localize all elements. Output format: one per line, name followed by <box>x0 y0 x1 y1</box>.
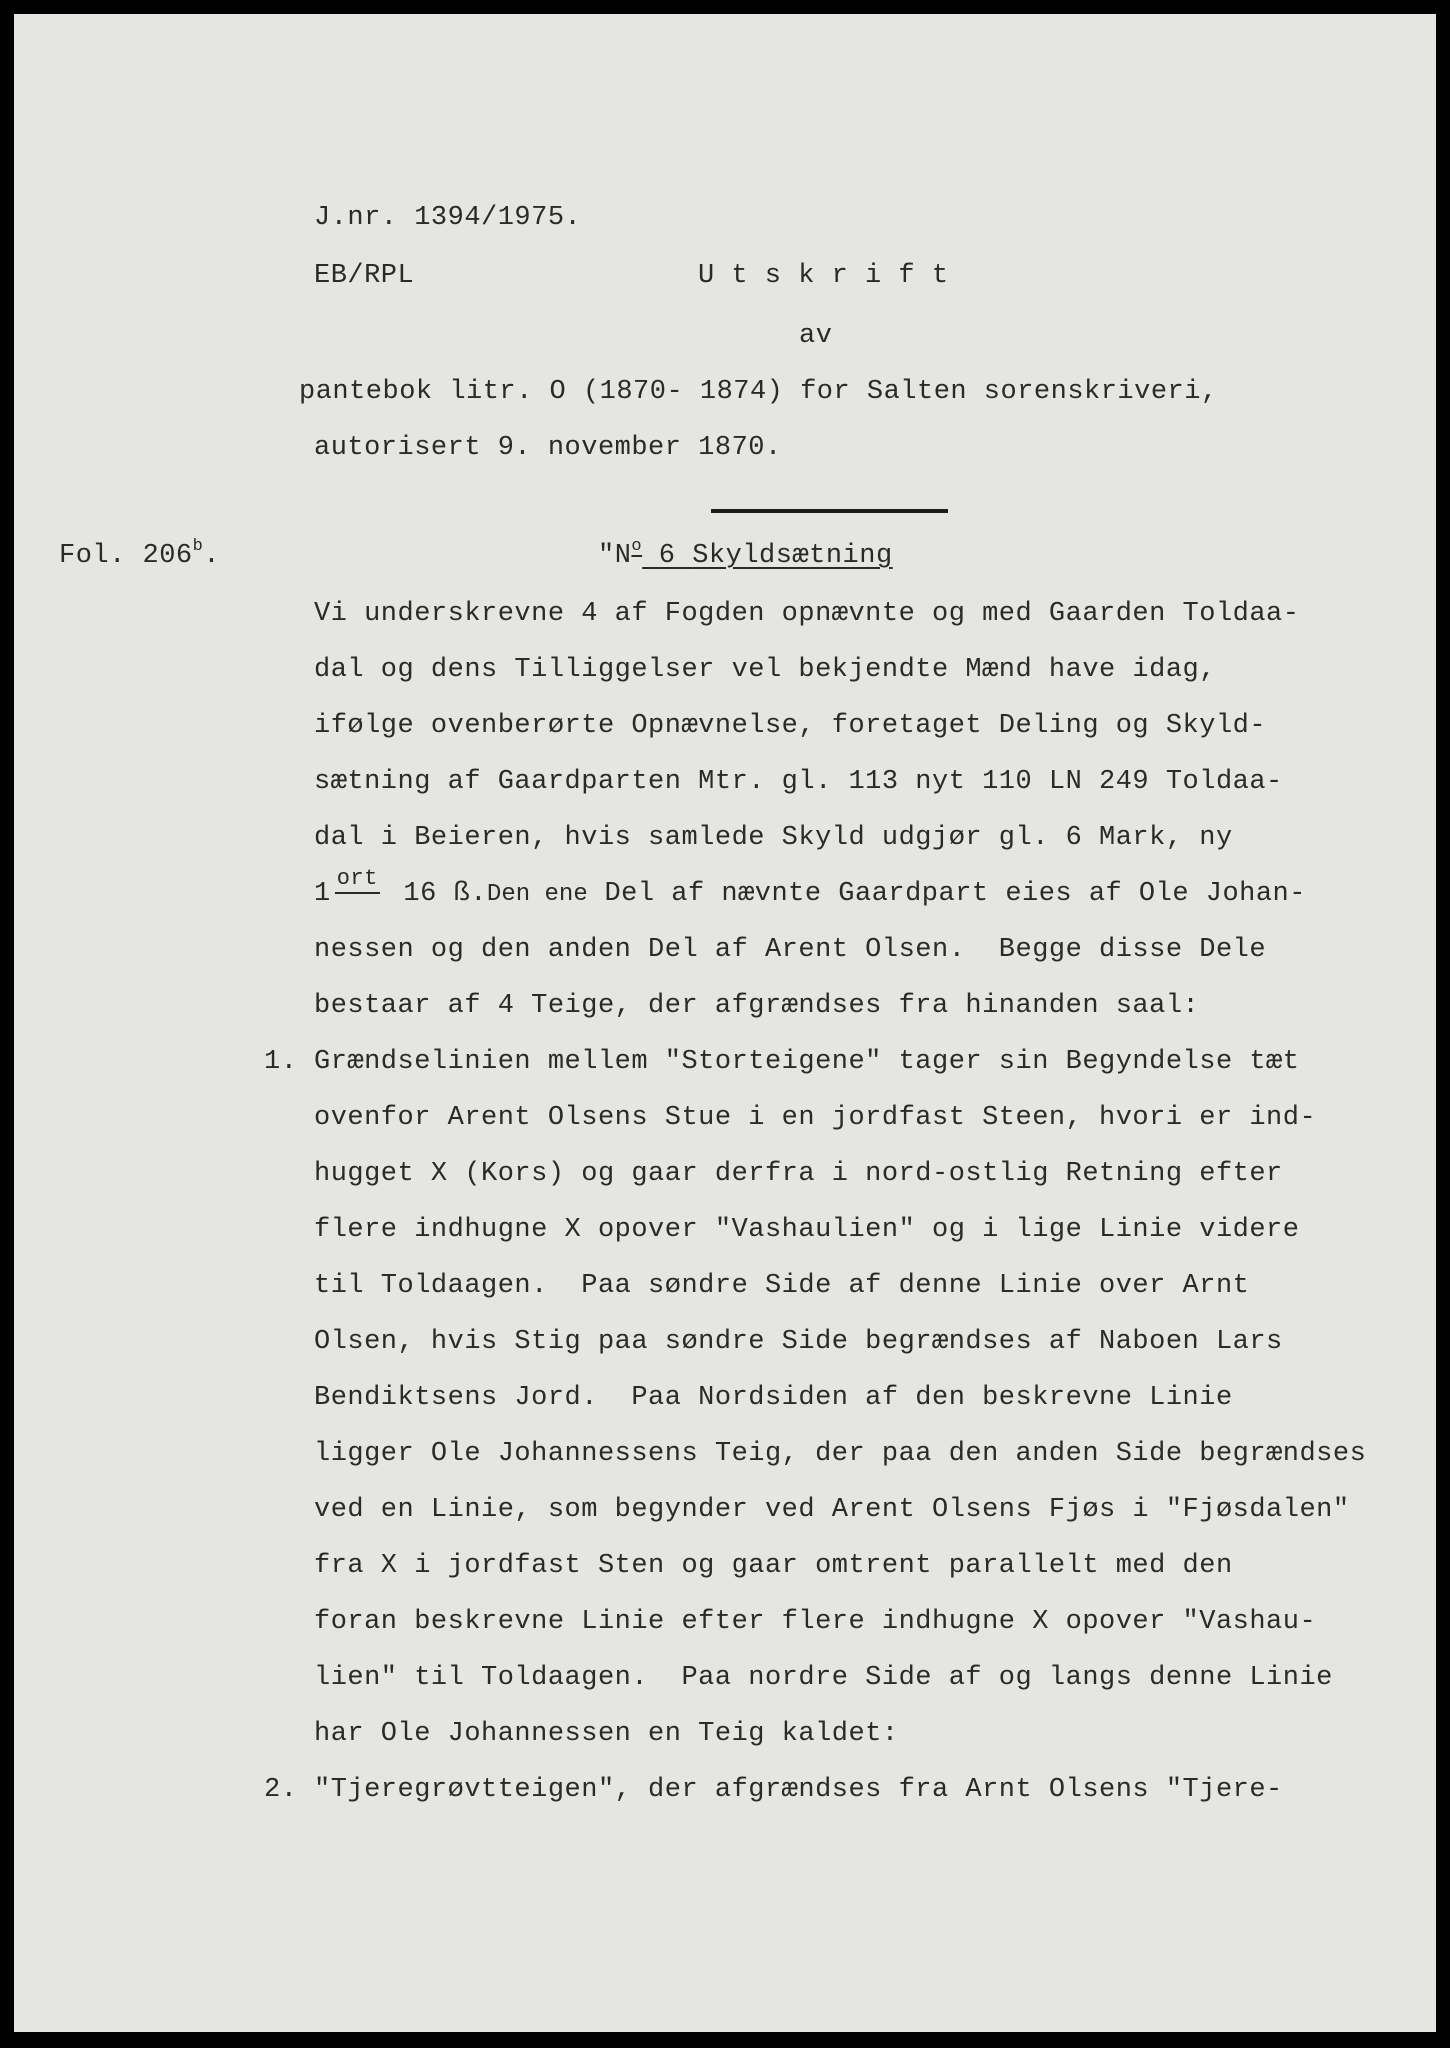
section-heading <box>598 537 893 575</box>
item-line: ligger Ole Johannessens Teig, der paa den anden Side begrændses <box>314 1439 1367 1469</box>
item-line: har Ole Johannessen en Teig kaldet: <box>314 1719 899 1749</box>
item-line: ovenfor Arent Olsens Stue i en jordfast Steen, hvori er ind- <box>314 1103 1317 1133</box>
folio-period: . <box>203 541 221 571</box>
item-line: hugget X (Kors) og gaar derfra i nord-ostlig Retning efter <box>314 1159 1283 1189</box>
heading-word: Skyldsætning <box>692 541 893 571</box>
separator-rule <box>711 509 948 513</box>
body-line: sætning af Gaardparten Mtr. gl. 113 nyt 110 LN 249 Toldaa- <box>314 767 1283 797</box>
source-line-2: autorisert 9. november 1870. <box>314 433 782 463</box>
item-number-1: 1. <box>264 1047 298 1077</box>
document-title: U t s k r i f t <box>698 261 949 291</box>
fraction-whole: 1 <box>314 879 331 909</box>
item-line: Olsen, hvis Stig paa søndre Side begrændses af Naboen Lars <box>314 1327 1283 1357</box>
journal-number: J.nr. 1394/1975. <box>314 203 582 233</box>
folio-reference <box>59 537 221 575</box>
item-number-2: 2. <box>264 1775 298 1805</box>
heading-number: 6 <box>642 541 693 571</box>
item-line: foran beskrevne Linie efter flere indhugne X opover "Vashau- <box>314 1607 1317 1637</box>
inserted-text: Den ene <box>486 881 588 908</box>
body-line: dal og dens Tilliggelser vel bekjendte Mænd have idag, <box>314 655 1216 685</box>
body-line: ifølge ovenberørte Opnævnelse, foretaget Deling og Skyld- <box>314 711 1267 741</box>
body-line: bestaar af 4 Teige, der afgrændses fra hinanden saal: <box>314 991 1200 1021</box>
folio-superscript: b <box>192 537 204 556</box>
source-line-1: pantebok litr. O (1870- 1874) for Salten sorenskriveri, <box>299 377 1218 407</box>
item-line: Bendiktsens Jord. Paa Nordsiden af den beskrevne Linie <box>314 1383 1233 1413</box>
folio-label: Fol. 206 <box>59 541 193 571</box>
fraction-numerator: ort <box>335 868 380 894</box>
body-line: nessen og den anden Del af Arent Olsen. Begge disse Dele <box>314 935 1267 965</box>
item-line: fra X i jordfast Sten og gaar omtrent parallelt med den <box>314 1551 1233 1581</box>
fraction-tail: Del af nævnte Gaardpart eies af Ole Johan- <box>587 879 1306 909</box>
item-line: til Toldaagen. Paa søndre Side af denne Linie over Arnt <box>314 1271 1250 1301</box>
item-line: lien" til Toldaagen. Paa nordre Side af og langs denne Linie <box>314 1663 1333 1693</box>
fraction-rest: 16 ß. <box>386 879 487 909</box>
heading-o-mark: o <box>631 537 643 556</box>
body-line-fraction <box>314 866 1306 911</box>
title-av: av <box>799 321 833 351</box>
body-line: Vi underskrevne 4 af Fogden opnævnte og med Gaarden Toldaa- <box>314 599 1300 629</box>
heading-prefix: "N <box>598 541 632 571</box>
item-line: "Tjeregrøvtteigen", der afgrændses fra Arnt Olsens "Tjere- <box>314 1775 1283 1805</box>
fraction-ort <box>331 866 387 910</box>
body-line: dal i Beieren, hvis samlede Skyld udgjør gl. 6 Mark, ny <box>314 823 1233 853</box>
item-line: ved en Linie, som begynder ved Arent Olsens Fjøs i "Fjøsdalen" <box>314 1495 1350 1525</box>
item-line: Grændselinien mellem "Storteigene" tager sin Begyndelse tæt <box>314 1047 1300 1077</box>
initials: EB/RPL <box>314 261 415 291</box>
item-line: flere indhugne X opover "Vashaulien" og i lige Linie videre <box>314 1215 1300 1245</box>
document-page <box>14 14 1436 2032</box>
